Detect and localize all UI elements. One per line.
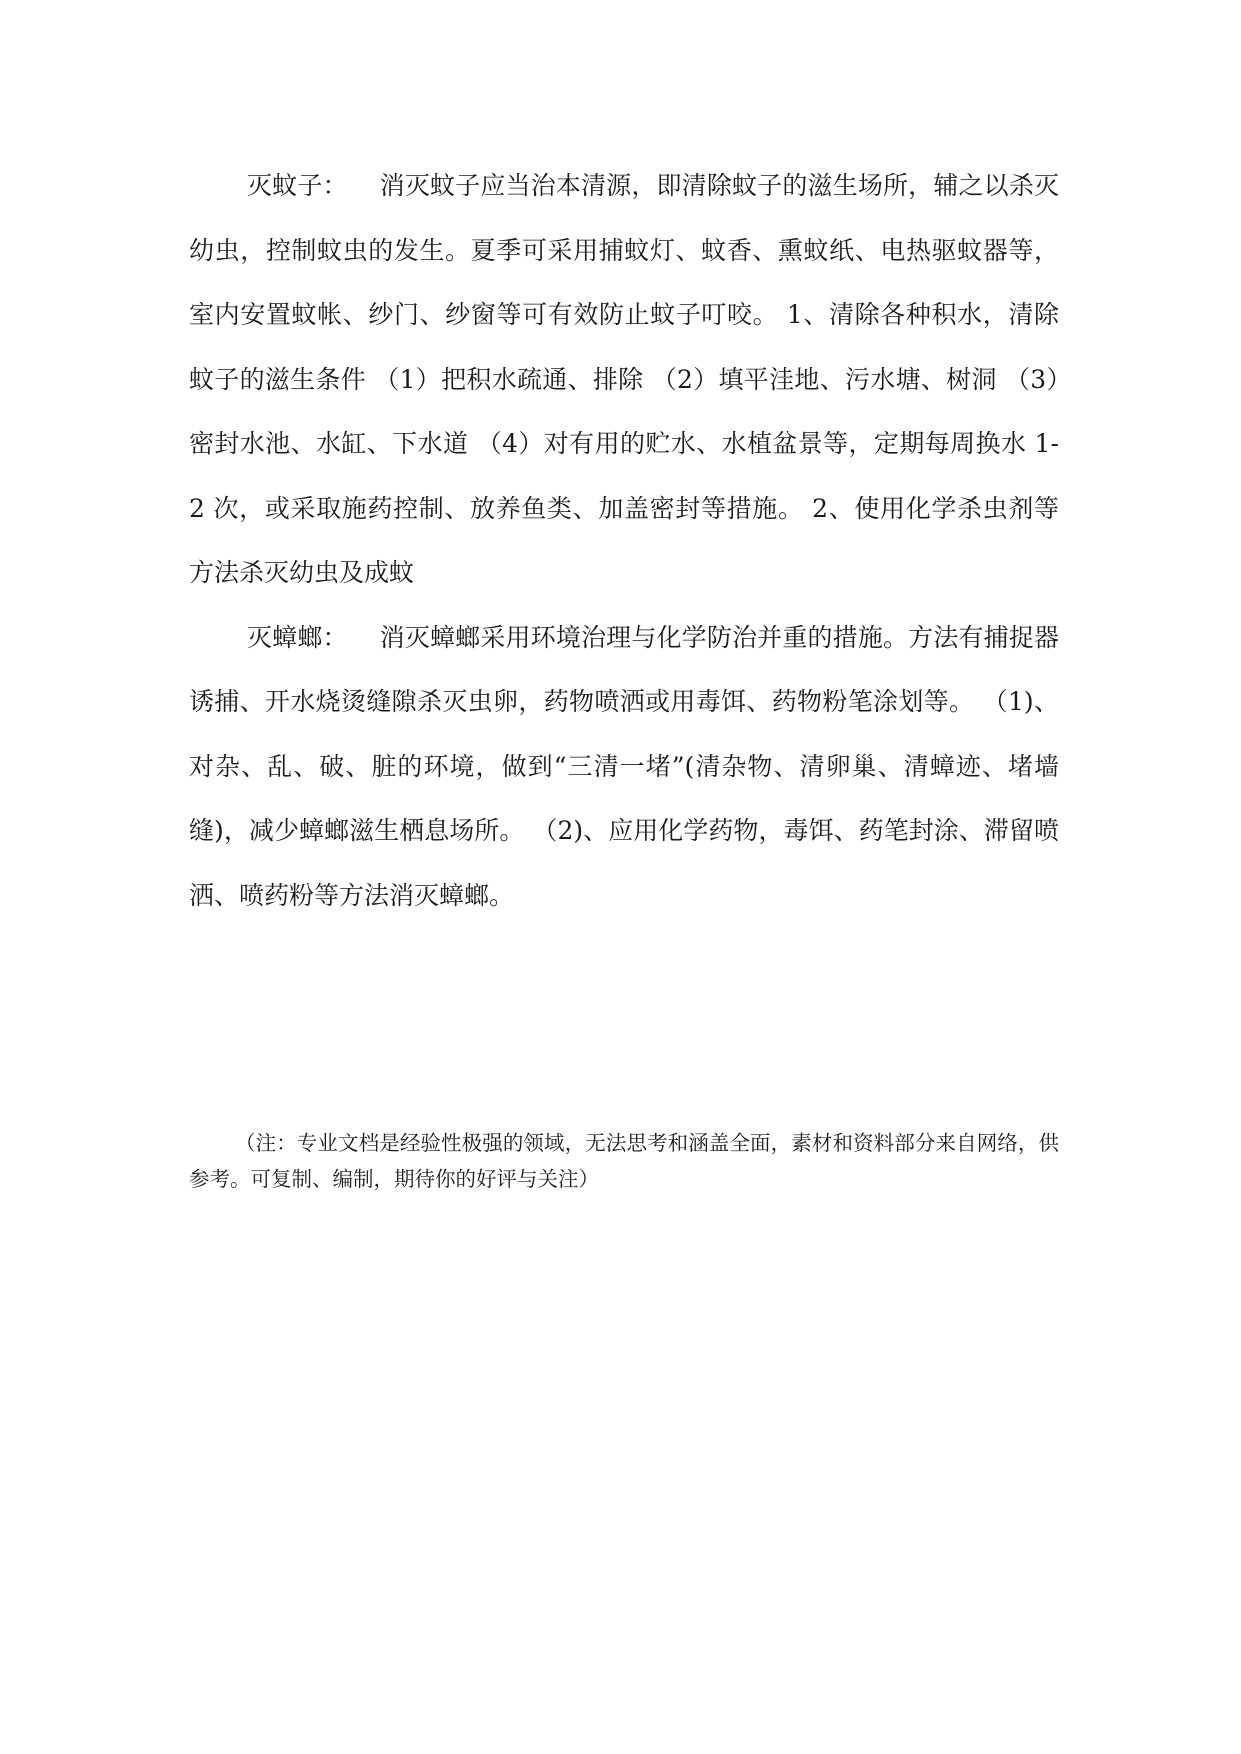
footnote: （注：专业文档是经验性极强的领域，无法思考和涵盖全面，素材和资料部分来自网络，供参考。可复制、编制，期待你的好评与关注） <box>189 1131 1059 1191</box>
document-body <box>189 154 1059 928</box>
paragraph-mosquito <box>189 154 1059 606</box>
paragraph-text: 消灭蟑螂采用环境治理与化学防治并重的措施。方法有捕捉器诱捕、开水烧烫缝隙杀灭虫卵，药物喷洒或用毒饵、药物粉笔涂划等。 （1)、对杂、乱、破、脏的环境，做到“三清一堵”(清杂物、清卵巢、清蟑迹、堵墙缝)，减少蟑螂滋生栖息场所。 （2)、应用化学药物，毒饵、药笔封涂、滞留喷洒、喷药粉等方法消灭蟑螂。 <box>189 622 1059 910</box>
paragraph-heading: 灭蟑螂： <box>247 622 348 652</box>
paragraph-heading: 灭蚊子： <box>247 171 348 200</box>
paragraph-text: 消灭蚊子应当治本清源，即清除蚊子的滋生场所，辅之以杀灭幼虫，控制蚊虫的发生。夏季可采用捕蚊灯、蚊香、熏蚊纸、电热驱蚊器等，室内安置蚊帐、纱门、纱窗等可有效防止蚊子叮咬。 1、清除各种积水，清除蚊子的滋生条件 （1）把积水疏通、排除 （2）填平洼地、污水塘、树洞 （3）密封水池、水缸、下水道 （4）对有用的贮水、水植盆景等，定期每周换水 1-2 次，或采取施药控制、放养鱼类、加盖密封等措施。 2、使用化学杀虫剂等方法杀灭幼虫及成蚊 <box>189 171 1059 587</box>
paragraph-cockroach <box>189 606 1059 929</box>
